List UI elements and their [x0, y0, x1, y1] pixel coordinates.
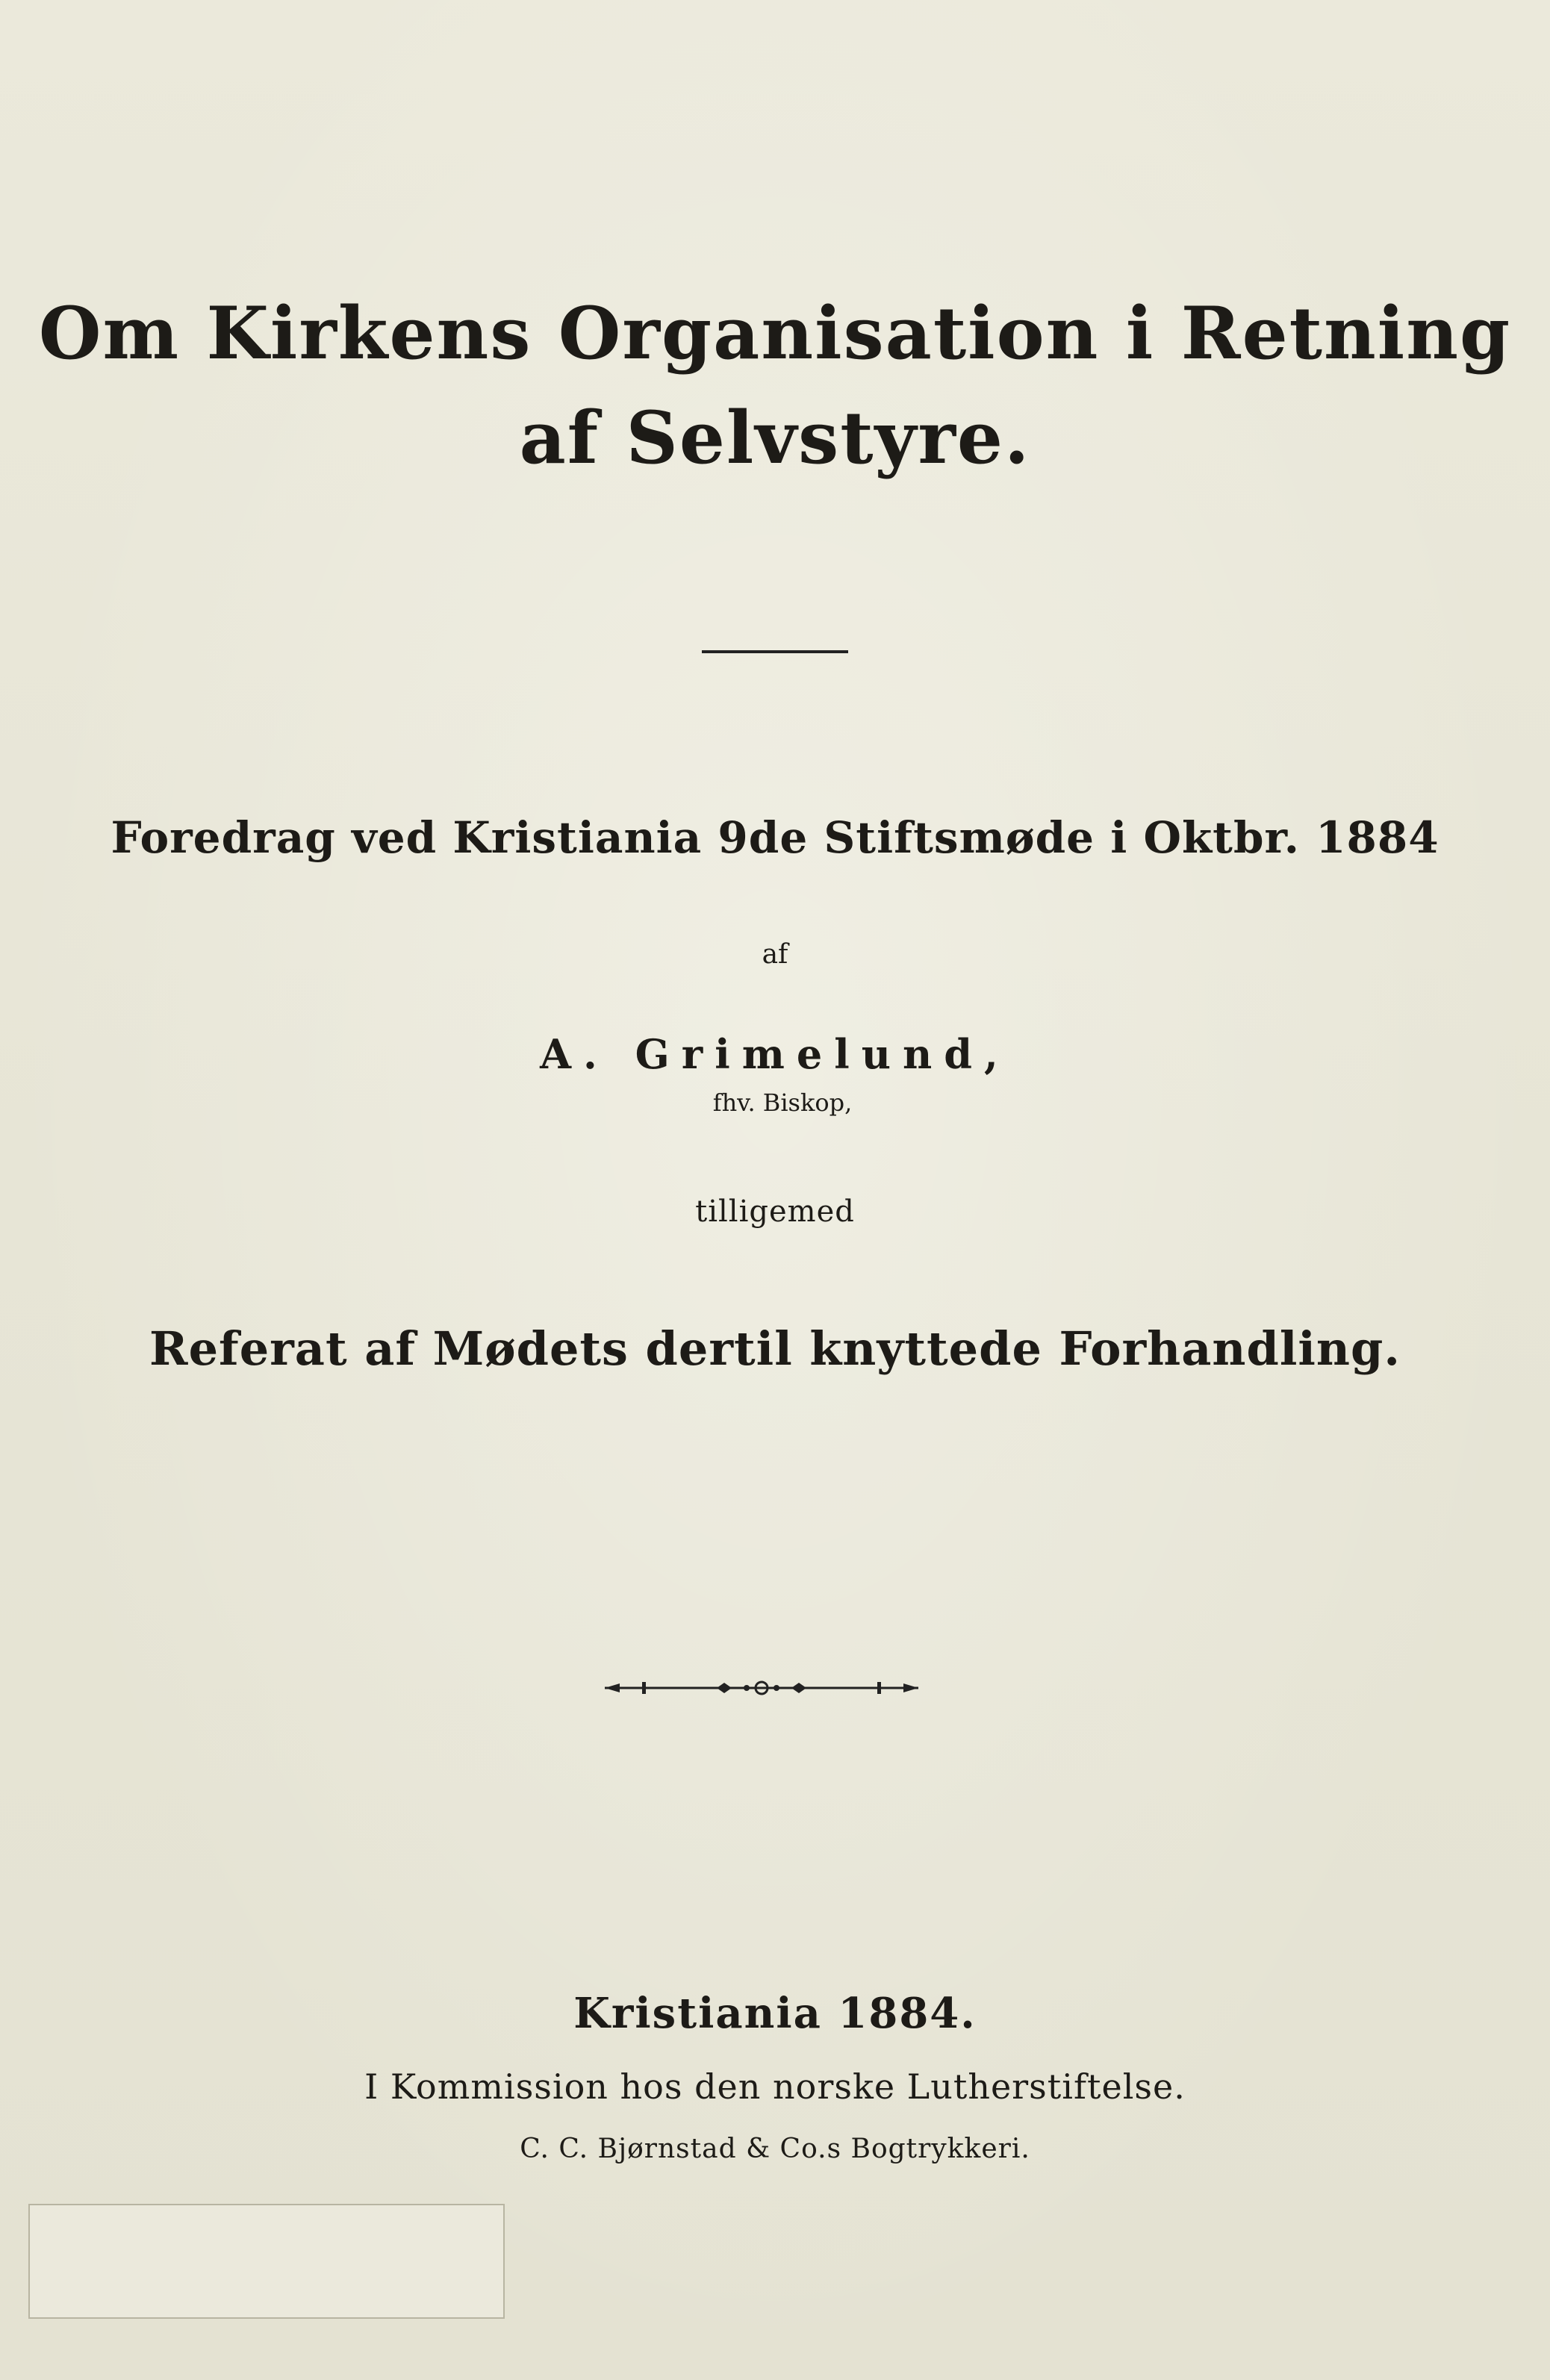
of-label: af [762, 939, 788, 970]
commission-line: I Kommission hos den norske Lutherstiftelse. [364, 2066, 1186, 2107]
report-title: Referat af Mødets dertil knyttede Forhandling. [149, 1321, 1401, 1376]
author-title: fhv. Biskop, [712, 1088, 853, 1117]
subtitle: Foredrag ved Kristiania 9de Stiftsmøde i Oktbr. 1884 [111, 812, 1439, 863]
printer-line: C. C. Bjørnstad & Co.s Bogtrykkeri. [520, 2134, 1030, 2164]
divider-rule [702, 650, 848, 653]
together-label: tilligemed [695, 1194, 855, 1229]
author-name: A. Grimelund, [540, 1030, 1010, 1078]
ornament-rule-icon [597, 1675, 926, 1701]
title-line-2: af Selvstyre. [519, 396, 1031, 480]
library-label-tab [28, 2204, 505, 2319]
place-year: Kristiania 1884. [573, 1989, 977, 2038]
title-line-1: Om Kirkens Organisation i Retning [38, 291, 1512, 376]
